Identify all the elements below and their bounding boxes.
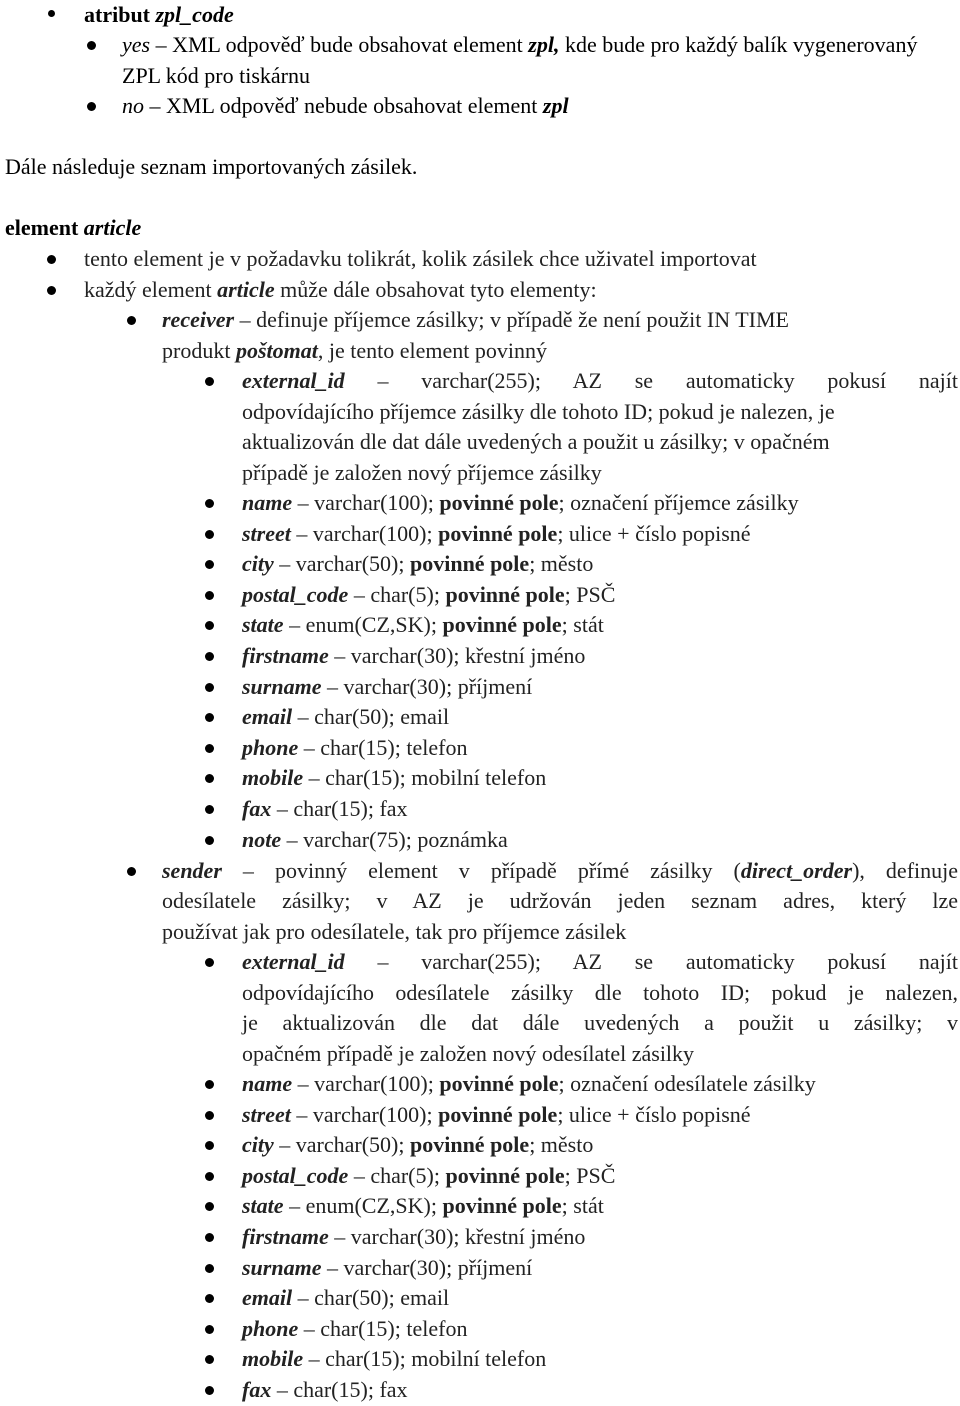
bullet-icon [205, 1386, 214, 1395]
sender-external-id-line-4: opačném případě je založen nový odesílatel zásilky [242, 1041, 695, 1066]
field-name: phone [242, 1316, 299, 1341]
field-type: – varchar(30); křestní jméno [328, 643, 586, 668]
sender-desc-1-element: direct_order [740, 858, 853, 883]
field-required: povinné pole [439, 490, 559, 515]
sender-field-surname [242, 1253, 532, 1284]
receiver-field-note [242, 825, 508, 856]
sender-field-email [242, 1283, 449, 1314]
sender-field-name [242, 1069, 816, 1100]
zpl-no-term: no [122, 93, 144, 118]
bullet-icon [205, 1355, 214, 1364]
field-type: – char(15); telefon [298, 735, 468, 760]
zpl-heading-prefix: atribut [84, 2, 150, 27]
field-type: – varchar(75); poznámka [281, 827, 508, 852]
bullet-icon [205, 530, 214, 539]
article-item-2-post: může dále obsahovat tyto elementy: [274, 277, 597, 302]
field-name: mobile [242, 1346, 304, 1371]
bullet-icon [205, 1325, 214, 1334]
field-type: – varchar(100); [290, 521, 439, 546]
field-description: ; město [529, 551, 594, 576]
field-name: name [242, 1071, 293, 1096]
field-description: ; stát [561, 1193, 604, 1218]
receiver-field-mobile [242, 763, 546, 794]
bullet-icon [205, 377, 214, 386]
field-name: mobile [242, 765, 304, 790]
bullet-icon [47, 255, 56, 264]
field-required: povinné pole [439, 1071, 559, 1096]
field-description: ; označení odesílatele zásilky [558, 1071, 816, 1096]
field-name: surname [242, 674, 322, 699]
receiver-external-id-line-3: aktualizován dle dat dále uvedených a použit u zásilky; v opačném [242, 429, 830, 454]
field-name: city [242, 1132, 274, 1157]
bullet-icon [205, 958, 214, 967]
field-name: city [242, 551, 274, 576]
receiver-line-2 [162, 336, 547, 367]
article-heading-name: article [83, 215, 142, 240]
zpl-no-item [122, 91, 569, 122]
sender-field-postal-code [242, 1161, 615, 1192]
receiver-field-street [242, 519, 751, 550]
bullet-icon [205, 1172, 214, 1181]
sender-desc-1-post: ), definuje [852, 858, 959, 883]
sender-field-phone [242, 1314, 467, 1345]
field-name: firstname [242, 1224, 329, 1249]
zpl-no-element: zpl [542, 93, 569, 118]
receiver-desc-2-post: , je tento element povinný [317, 338, 547, 363]
article-item-2-pre: každý element [84, 277, 218, 302]
bullet-icon [205, 774, 214, 783]
field-description: ; PSČ [564, 582, 616, 607]
receiver-line-1 [162, 305, 789, 336]
receiver-field-fax [242, 794, 408, 825]
receiver-external-id-text-1: – varchar(255); AZ se automaticky pokusí najít [344, 368, 958, 393]
receiver-name: receiver [162, 307, 235, 332]
sender-field-firstname [242, 1222, 585, 1253]
field-type: – varchar(50); [273, 551, 410, 576]
field-description: ; ulice + číslo popisné [557, 1102, 751, 1127]
bullet-icon [205, 744, 214, 753]
article-item-2-element: article [217, 277, 275, 302]
sender-field-state [242, 1191, 604, 1222]
bullet-icon [47, 286, 56, 295]
bullet-icon [205, 836, 214, 845]
sender-field-city [242, 1130, 593, 1161]
field-name: name [242, 490, 293, 515]
field-type: – char(5); [348, 1163, 446, 1188]
field-type: – varchar(30); příjmení [321, 1255, 533, 1280]
sender-field-fax [242, 1375, 408, 1406]
field-name: postal_code [242, 1163, 349, 1188]
field-required: povinné pole [438, 1102, 558, 1127]
field-type: – varchar(100); [292, 1071, 440, 1096]
field-type: – enum(CZ,SK); [283, 1193, 443, 1218]
sender-field-mobile [242, 1344, 546, 1375]
bullet-icon [205, 560, 214, 569]
intro-paragraph: Dále následuje seznam importovaných zásilek. [5, 154, 418, 179]
bullet-icon [205, 1294, 214, 1303]
bullet-icon [205, 591, 214, 600]
field-required: povinné pole [445, 1163, 565, 1188]
field-name: fax [242, 796, 272, 821]
field-name: phone [242, 735, 299, 760]
bullet-icon [205, 1080, 214, 1089]
zpl-yes-term: yes [122, 32, 151, 57]
bullet-icon [205, 499, 214, 508]
field-required: povinné pole [442, 1193, 562, 1218]
bullet-icon [205, 1233, 214, 1242]
bullet-icon [127, 316, 136, 325]
zpl-yes-rest: kde bude pro každý balík vygenerovaný ZPL kód pro tiskárnu [122, 32, 918, 88]
receiver-field-postal-code [242, 580, 615, 611]
field-name: email [242, 1285, 293, 1310]
field-required: povinné pole [409, 551, 530, 576]
sender-line-1 [162, 856, 958, 887]
bullet-icon [205, 805, 214, 814]
field-name: state [242, 1193, 284, 1218]
field-type: – varchar(100); [290, 1102, 439, 1127]
receiver-field-firstname [242, 641, 585, 672]
field-type: – char(50); email [292, 704, 450, 729]
article-heading [5, 213, 141, 244]
receiver-external-id-line-1 [242, 366, 958, 397]
field-name: fax [242, 1377, 272, 1402]
field-description: ; ulice + číslo popisné [557, 521, 751, 546]
article-heading-prefix: element [5, 215, 79, 240]
receiver-field-city [242, 549, 593, 580]
field-name: email [242, 704, 293, 729]
bullet-icon [205, 1141, 214, 1150]
bullet-icon [205, 683, 214, 692]
receiver-field-surname [242, 672, 532, 703]
sender-line-3: používat jak pro odesílatele, tak pro příjemce zásilek [162, 919, 627, 944]
bullet-icon [48, 10, 55, 17]
receiver-field-state [242, 610, 604, 641]
zpl-heading-name: zpl_code [155, 2, 234, 27]
field-type: – varchar(50); [273, 1132, 410, 1157]
bullet-icon [87, 41, 96, 50]
article-item-1: tento element je v požadavku tolikrát, kolik zásilek chce uživatel importovat [84, 246, 757, 271]
sender-desc-1-pre: – povinný element v případě přímé zásilky ( [221, 858, 741, 883]
bullet-icon [205, 1264, 214, 1273]
field-name: firstname [242, 643, 329, 668]
zpl-no-text: – XML odpověď nebude obsahovat element [144, 93, 543, 118]
receiver-desc-1: – definuje příjemce zásilky; v případě že není použit IN TIME [234, 307, 789, 332]
bullet-icon [87, 102, 96, 111]
bullet-icon [205, 652, 214, 661]
sender-external-id-line-3: je aktualizován dle dat dále uvedených a použit u zásilky; v [242, 1010, 958, 1035]
field-type: – char(15); fax [271, 1377, 408, 1402]
field-type: – varchar(100); [292, 490, 440, 515]
field-name: street [242, 521, 291, 546]
receiver-desc-2-pre: produkt [162, 338, 236, 363]
receiver-external-id-line-4: případě je založen nový příjemce zásilky [242, 460, 602, 485]
receiver-field-name [242, 488, 799, 519]
field-description: ; stát [561, 612, 604, 637]
receiver-desc-2-element: poštomat [235, 338, 318, 363]
field-required: povinné pole [409, 1132, 530, 1157]
sender-external-id-line-2: odpovídajícího odesílatele zásilky dle tohoto ID; pokud je nalezen, [242, 980, 958, 1005]
field-required: povinné pole [442, 612, 562, 637]
zpl-heading [84, 0, 234, 31]
receiver-external-id-name: external_id [242, 368, 345, 393]
field-name: surname [242, 1255, 322, 1280]
field-type: – char(50); email [292, 1285, 450, 1310]
field-type: – char(5); [348, 582, 446, 607]
receiver-external-id-line-2: odpovídajícího příjemce zásilky dle tohoto ID; pokud je nalezen, je [242, 399, 835, 424]
bullet-icon [205, 713, 214, 722]
sender-line-2: odesílatele zásilky; v AZ je udržován jeden seznam adres, který lze [162, 888, 958, 913]
zpl-yes-element: zpl, [528, 32, 560, 57]
article-item-2 [84, 275, 597, 306]
field-type: – char(15); telefon [298, 1316, 468, 1341]
bullet-icon [205, 621, 214, 630]
field-name: state [242, 612, 284, 637]
receiver-field-email [242, 702, 449, 733]
bullet-icon [127, 867, 136, 876]
field-type: – char(15); mobilní telefon [303, 1346, 547, 1371]
bullet-icon [205, 1111, 214, 1120]
field-description: ; označení příjemce zásilky [558, 490, 799, 515]
field-name: postal_code [242, 582, 349, 607]
field-required: povinné pole [445, 582, 565, 607]
bullet-icon [205, 1202, 214, 1211]
zpl-yes-text: – XML odpověď bude obsahovat element [150, 32, 529, 57]
field-name: street [242, 1102, 291, 1127]
receiver-field-phone [242, 733, 467, 764]
sender-external-id-line-1 [242, 947, 958, 978]
field-required: povinné pole [438, 521, 558, 546]
field-name: note [242, 827, 282, 852]
sender-name: sender [162, 858, 222, 883]
field-description: ; PSČ [564, 1163, 616, 1188]
field-type: – varchar(30); křestní jméno [328, 1224, 586, 1249]
zpl-yes-item [122, 30, 942, 91]
sender-field-street [242, 1100, 751, 1131]
sender-external-id-text-1: – varchar(255); AZ se automaticky pokusí najít [344, 949, 958, 974]
sender-external-id-name: external_id [242, 949, 345, 974]
field-type: – enum(CZ,SK); [283, 612, 443, 637]
field-type: – char(15); mobilní telefon [303, 765, 547, 790]
field-description: ; město [529, 1132, 594, 1157]
field-type: – char(15); fax [271, 796, 408, 821]
field-type: – varchar(30); příjmení [321, 674, 533, 699]
